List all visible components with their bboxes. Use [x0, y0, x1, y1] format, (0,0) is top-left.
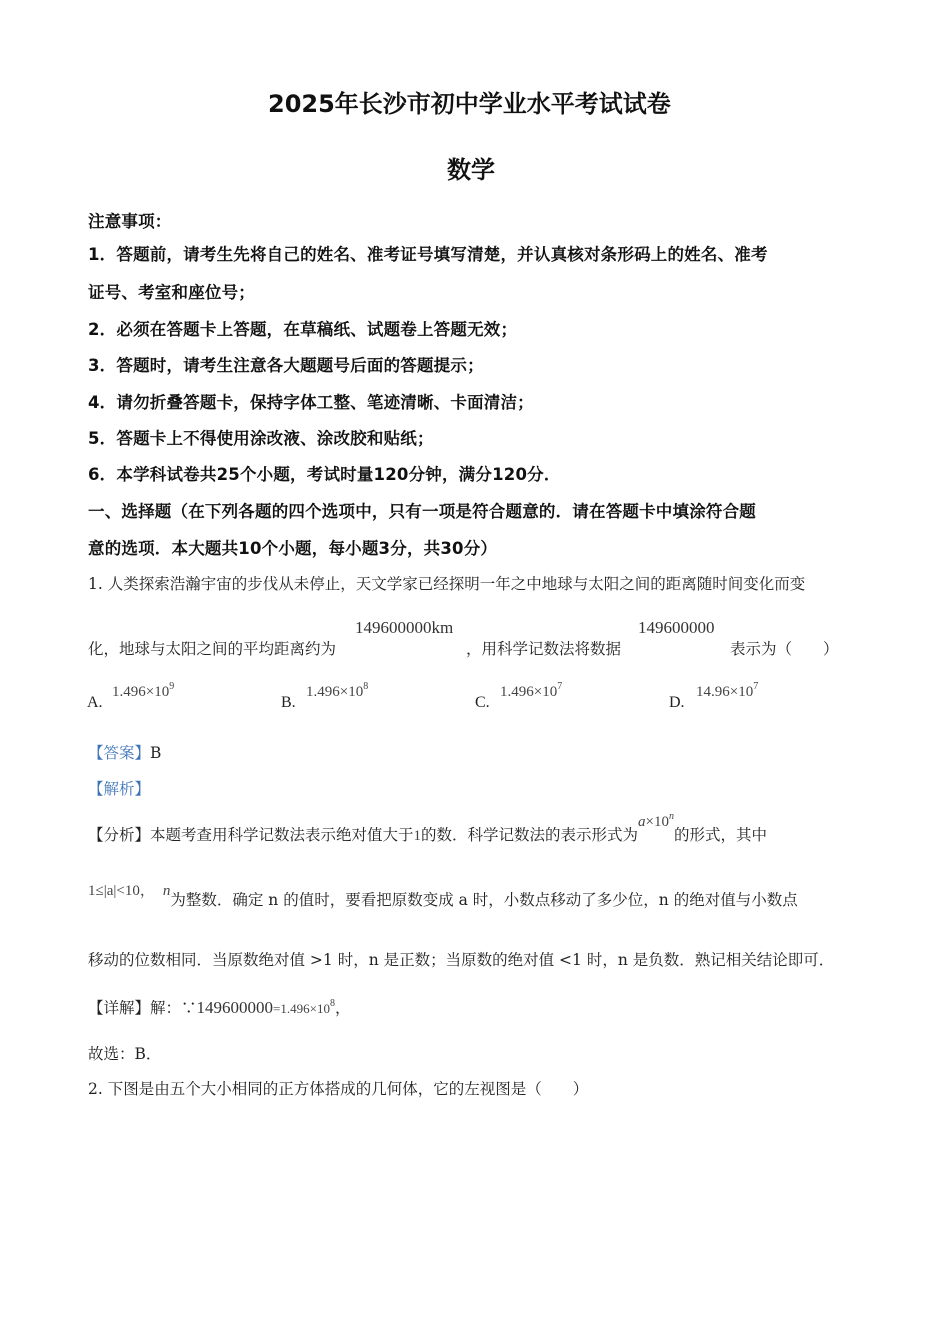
notice-heading: 注意事项：	[88, 212, 172, 231]
fenxi-label: 【分析】	[88, 826, 151, 844]
notice-item-5: 5．答题卡上不得使用涂改液、涂改胶和贴纸；	[88, 429, 434, 448]
q1-math-number: 149600000	[638, 618, 715, 637]
notice-item-2: 2．必须在答题卡上答题，在草稿纸、试题卷上答题无效；	[88, 320, 518, 339]
analysis-label: 【解析】	[88, 780, 151, 798]
section-heading-line2: 意的选项．本大题共10个小题，每小题3分，共30分）	[88, 539, 498, 558]
notice-item-1: 1．答题前，请考生先将自己的姓名、准考证号填写清楚，并认真核对条形码上的姓名、准考	[88, 245, 768, 264]
conclusion: 故选：B．	[88, 1045, 162, 1063]
option-letter: C.	[475, 694, 490, 711]
option-value: $1.496\times 10^9$	[112, 681, 175, 700]
answer-label: 【答案】	[88, 744, 151, 762]
option-value: $1.496\times 10^8$	[306, 681, 369, 700]
notice-item-1-cont: 证号、考室和座位号；	[88, 283, 255, 302]
detail-line: 【详解】解：$\because 149600000=1.496\times 10^8$，	[88, 998, 351, 1017]
condition-math: 1≤|a|<10，	[88, 883, 155, 899]
option-letter: B.	[281, 694, 296, 711]
option-letter: D.	[669, 694, 685, 711]
form-math: $a\times 10^n$	[638, 811, 675, 830]
notice-item-6: 6．本学科试卷共25个小题，考试时量120分钟，满分120分．	[88, 465, 561, 484]
q1-stem-line2-a: 化，地球与太阳之间的平均距离约为	[88, 640, 337, 658]
q1-stem-line2-c: 表示为（ ）	[730, 640, 839, 658]
document-subject: 数学	[447, 156, 495, 184]
fenxi-line2: 1≤|a|<10， n为整数．确定 n 的值时，要看把原数变成 a 时，小数点移动了多少位，n 的绝对值与小数点	[88, 883, 798, 909]
answer-value: B	[150, 744, 162, 762]
option-value: $14.96\times 10^7$	[696, 681, 759, 700]
detail-label: 【详解】	[88, 999, 151, 1017]
fenxi-line3: 移动的位数相同．当原数绝对值 >1 时，n 是正数；当原数的绝对值 <1 时，n 是负数．熟记相关结论即可．	[88, 951, 835, 969]
notice-item-4: 4．请勿折叠答题卡，保持字体工整、笔迹清晰、卡面清洁；	[88, 393, 534, 412]
option-value: $1.496\times 10^7$	[500, 681, 563, 700]
document-title: 2025年长沙市初中学业水平考试试卷	[268, 90, 671, 118]
q1-math-distance: 149600000km	[355, 618, 454, 637]
option-letter: A.	[87, 694, 103, 711]
q1-stem-line2-b: ，用科学记数法将数据	[466, 640, 622, 658]
fenxi-line1: 【分析】本题考查用科学记数法表示绝对值大于1的数．科学记数法的表示形式为$a\times 10^n$的形式，其中	[88, 811, 768, 844]
q1-stem-line1: 1. 人类探索浩瀚宇宙的步伐从未停止，天文学家已经探明一年之中地球与太阳之间的距离随时间变化而变	[88, 575, 806, 593]
q2-stem: 2. 下图是由五个大小相同的正方体搭成的几何体，它的左视图是（ ）	[88, 1080, 589, 1098]
q1-answer	[88, 741, 161, 763]
section-heading-line1: 一、选择题（在下列各题的四个选项中，只有一项是符合题意的．请在答题卡中填涂符合题	[88, 502, 756, 521]
notice-item-3: 3．答题时，请考生注意各大题题号后面的答题提示；	[88, 356, 484, 375]
